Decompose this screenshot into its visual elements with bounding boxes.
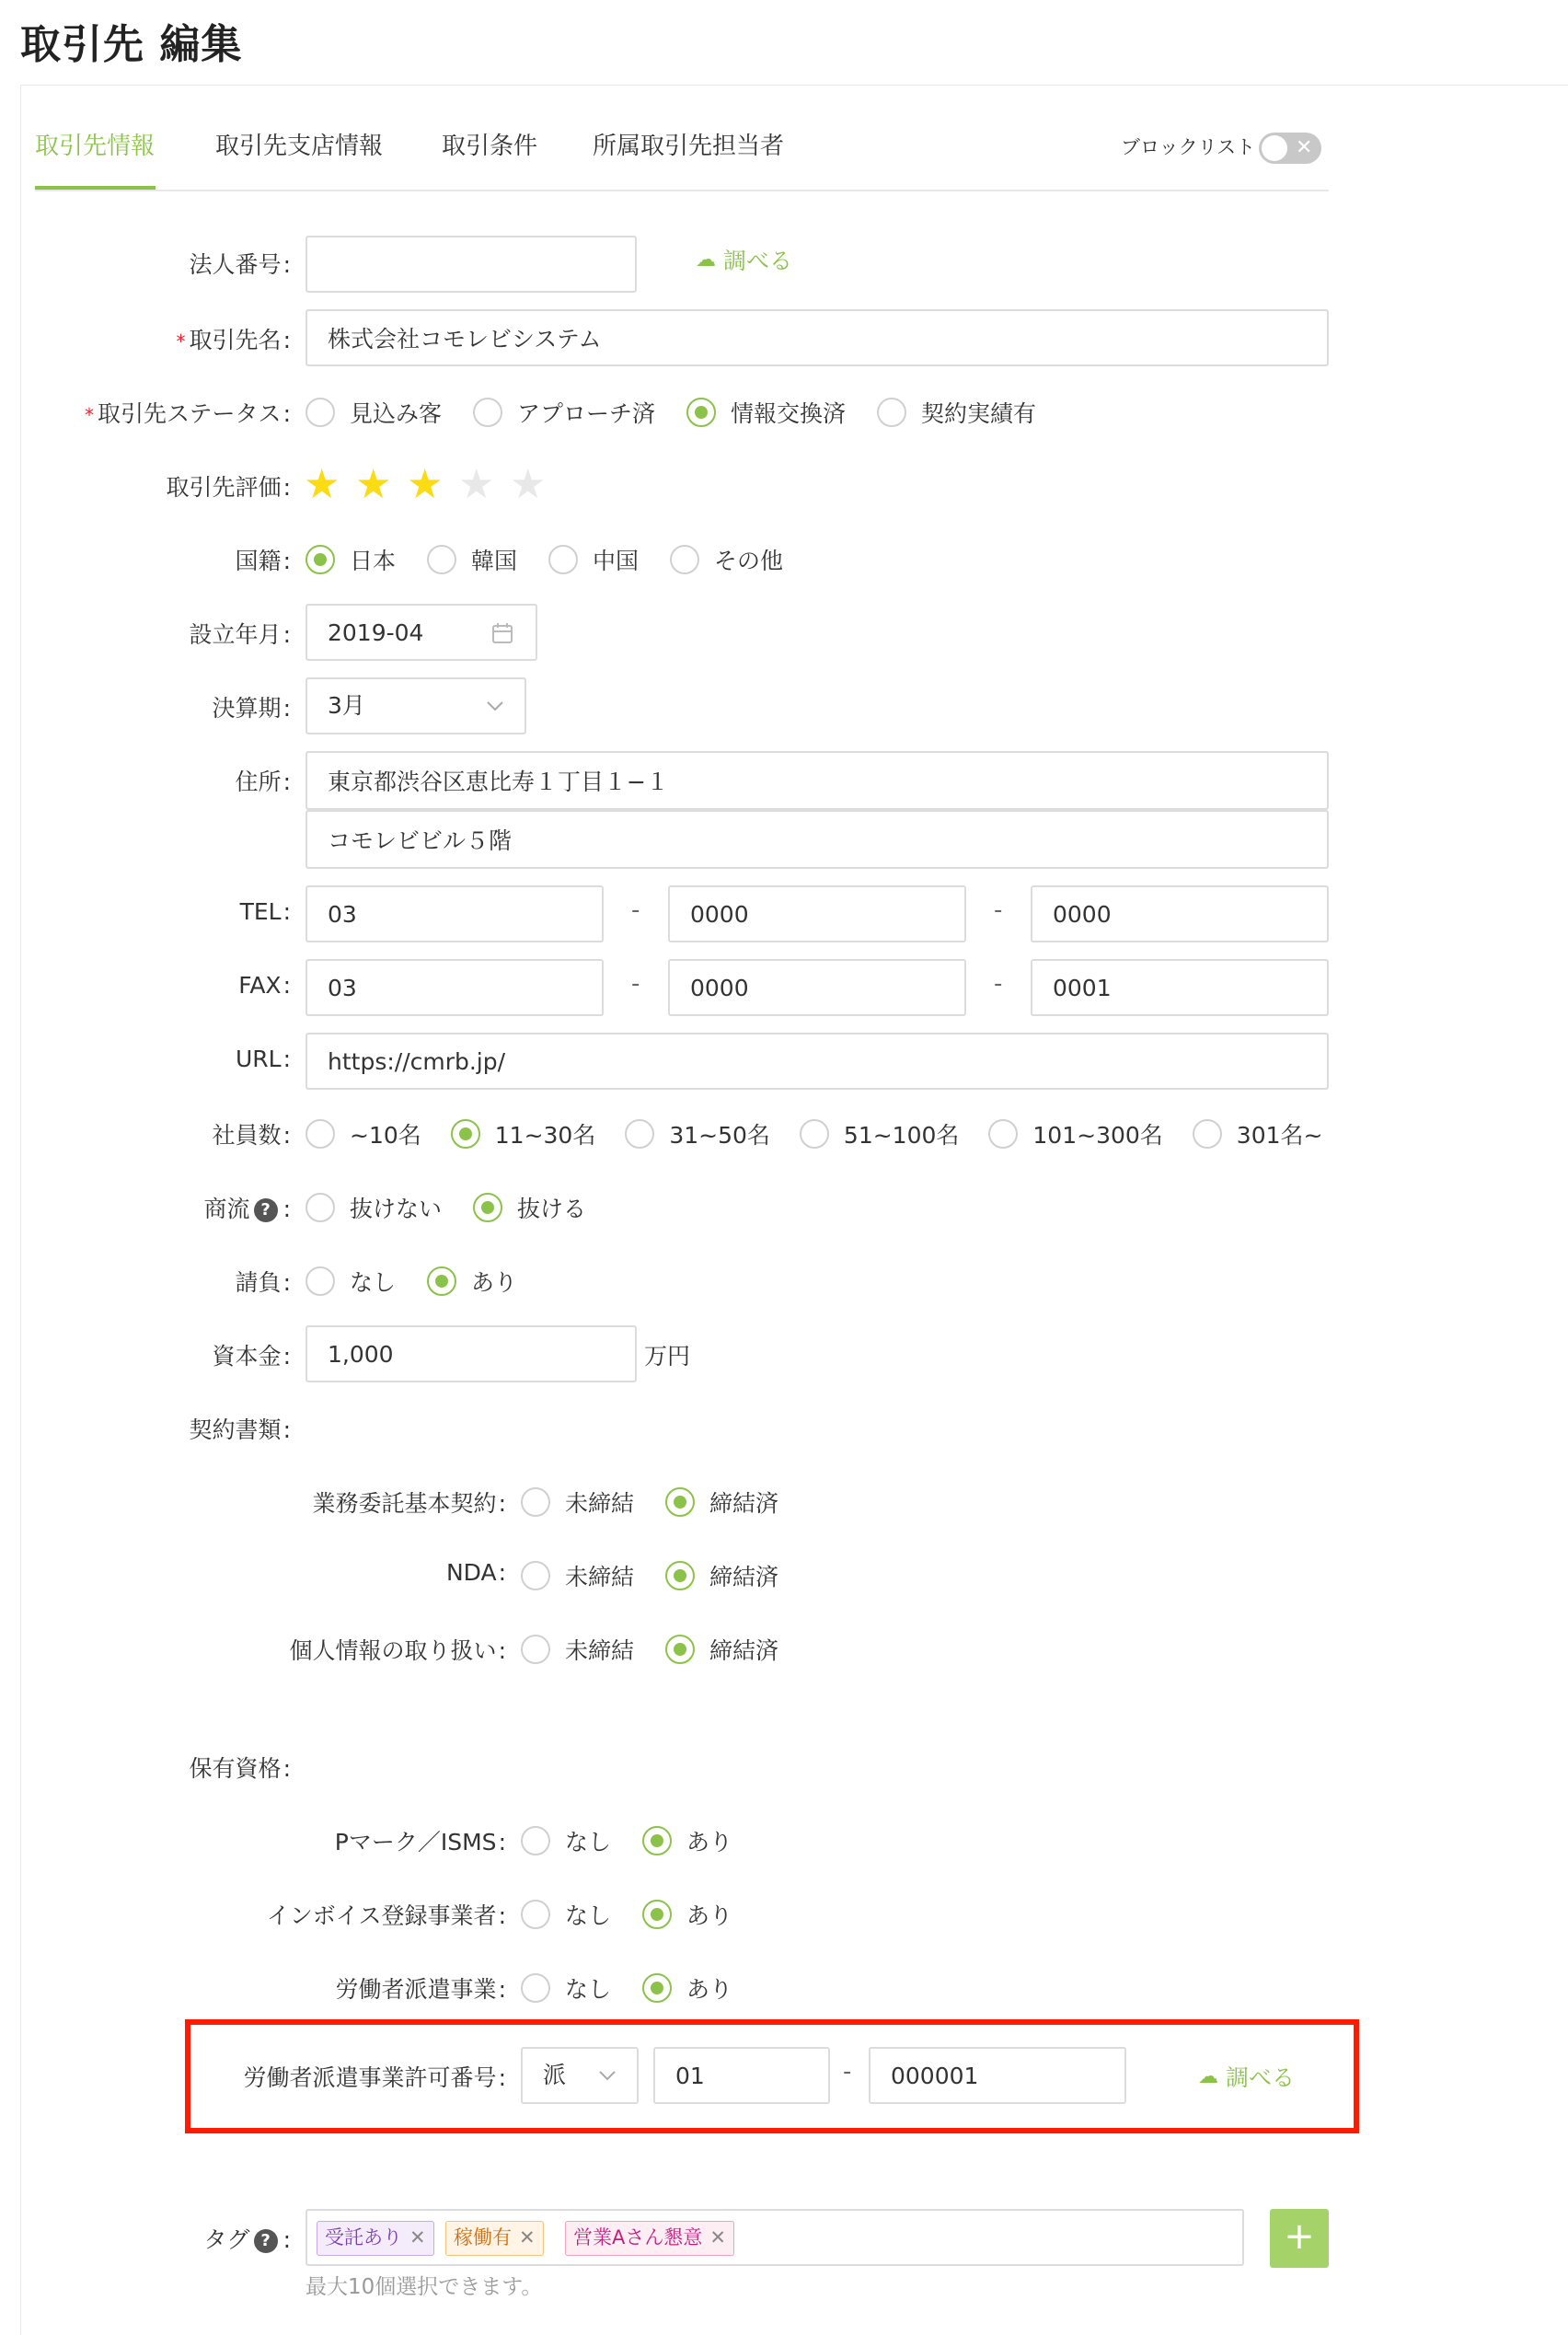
radio-icon — [521, 1561, 550, 1590]
tab-branch-info[interactable]: 取引先支店情報 — [215, 133, 384, 160]
business-contract-option-unsigned[interactable]: 未締結 — [521, 1485, 634, 1519]
tag-chip: 受託あり ✕ — [317, 2221, 434, 2256]
radio-icon — [800, 1119, 829, 1149]
contracting-radio-group — [306, 1265, 517, 1298]
qualifications-label: 保有資格: — [189, 1755, 291, 1782]
radio-icon — [548, 545, 578, 574]
nationality-radio-group — [306, 543, 783, 576]
rating-label: 取引先評価: — [166, 474, 291, 501]
toggle-knob — [1262, 135, 1287, 161]
nationality-option-korea[interactable]: 韓国 — [427, 543, 517, 576]
radio-icon — [670, 545, 699, 574]
star-empty-icon[interactable]: ★ — [510, 461, 547, 508]
nationality-option-china[interactable]: 中国 — [548, 543, 639, 576]
dispatch-permit-lookup-button[interactable]: ☁ 調べる — [1198, 2064, 1296, 2091]
invoice-option-yes[interactable]: あり — [642, 1898, 732, 1931]
status-label: * 取引先ステータス: — [85, 400, 291, 427]
fax-separator: - — [994, 970, 1003, 998]
capital-input[interactable] — [306, 1325, 637, 1382]
business-contract-option-signed[interactable]: 締結済 — [665, 1485, 778, 1519]
address-label: 住所: — [235, 769, 291, 795]
privacy-radio-group — [521, 1633, 778, 1666]
corp-number-label: 法人番号: — [189, 251, 291, 278]
nationality-option-japan[interactable]: 日本 — [306, 543, 396, 576]
radio-selected-icon — [451, 1119, 480, 1149]
invoice-option-no[interactable]: なし — [521, 1898, 611, 1931]
founded-label: 設立年月: — [189, 621, 291, 648]
dispatch-radio-group — [521, 1971, 732, 2005]
close-icon[interactable]: ✕ — [409, 2226, 426, 2248]
radio-icon — [427, 545, 456, 574]
star-empty-icon[interactable]: ★ — [458, 461, 495, 508]
cloud-icon: ☁ — [696, 248, 716, 272]
radio-icon — [988, 1119, 1018, 1149]
radio-icon — [306, 1119, 335, 1149]
employees-option-2[interactable]: 11~30名 — [451, 1117, 596, 1150]
radio-selected-icon — [665, 1635, 695, 1664]
pmark-label: Pマーク／ISMS: — [334, 1829, 506, 1855]
invoice-radio-group — [521, 1898, 732, 1931]
tel-separator: - — [994, 896, 1003, 924]
dispatch-option-no[interactable]: なし — [521, 1971, 611, 2005]
privacy-option-signed[interactable]: 締結済 — [665, 1633, 778, 1666]
invoice-label: インボイス登録事業者: — [266, 1902, 506, 1929]
employees-radio-group — [306, 1117, 1322, 1150]
tab-trade-terms[interactable]: 取引条件 — [442, 133, 538, 160]
commercial-flow-option-no[interactable]: 抜けない — [306, 1191, 442, 1224]
employees-label: 社員数: — [212, 1122, 291, 1149]
tag-select[interactable] — [306, 2209, 1244, 2266]
tel-part3-input[interactable] — [1031, 885, 1329, 942]
nationality-label: 国籍: — [235, 548, 291, 574]
client-name-label: * 取引先名: — [176, 327, 291, 353]
radio-icon — [306, 1266, 335, 1296]
star-filled-icon[interactable]: ★ — [407, 461, 444, 508]
dispatch-permit-prefix-select[interactable]: 派 — [521, 2047, 639, 2104]
active-tab-indicator — [35, 186, 156, 190]
contracting-option-no[interactable]: なし — [306, 1265, 396, 1298]
radio-icon — [1193, 1119, 1222, 1149]
tag-chip: 営業Aさん懇意 ✕ — [565, 2221, 734, 2256]
commercial-flow-radio-group — [306, 1191, 586, 1224]
chevron-down-icon — [598, 2069, 617, 2082]
address-line1-input[interactable] — [306, 751, 1329, 810]
employees-option-4[interactable]: 51~100名 — [800, 1117, 959, 1150]
tags-hint: 最大10個選択できます。 — [306, 2275, 543, 2299]
tel-separator: - — [631, 896, 640, 924]
fax-label: FAX: — [238, 972, 291, 999]
employees-option-5[interactable]: 101~300名 — [988, 1117, 1162, 1150]
radio-selected-icon — [686, 398, 716, 427]
fiscal-label: 決算期: — [212, 695, 291, 722]
radio-icon — [521, 1826, 550, 1855]
close-icon[interactable]: ✕ — [709, 2226, 726, 2248]
url-label: URL: — [235, 1046, 291, 1072]
tel-label: TEL: — [239, 898, 291, 925]
contracting-option-yes[interactable]: あり — [427, 1265, 517, 1298]
tab-contacts[interactable]: 所属取引先担当者 — [593, 133, 785, 160]
status-option-approached[interactable]: アプローチ済 — [473, 396, 655, 429]
fiscal-select[interactable]: 3月 — [306, 677, 526, 734]
dispatch-option-yes[interactable]: あり — [642, 1971, 732, 2005]
radio-icon — [521, 1900, 550, 1929]
commercial-flow-label: 商流 ? : — [203, 1196, 291, 1222]
privacy-label: 個人情報の取り扱い: — [289, 1637, 506, 1664]
radio-selected-icon — [642, 1973, 672, 2003]
blocklist-label: ブロックリスト — [1121, 136, 1256, 158]
chevron-down-icon — [486, 699, 504, 712]
dispatch-permit-label: 労働者派遣事業許可番号: — [243, 2064, 506, 2091]
corp-number-lookup-button[interactable]: ☁ 調べる — [696, 248, 793, 274]
radio-icon — [473, 398, 502, 427]
capital-unit: 万円 — [644, 1343, 691, 1370]
pmark-radio-group — [521, 1824, 732, 1857]
corp-number-input[interactable] — [306, 236, 637, 293]
tel-part1-input[interactable] — [306, 885, 604, 942]
tel-part2-input[interactable] — [668, 885, 966, 942]
business-contract-radio-group — [521, 1485, 778, 1519]
status-option-prospect[interactable]: 見込み客 — [306, 396, 442, 429]
address-line2-input[interactable] — [306, 810, 1329, 869]
commercial-flow-option-yes[interactable]: 抜ける — [473, 1191, 586, 1224]
nda-radio-group — [521, 1559, 778, 1592]
pmark-option-no[interactable]: なし — [521, 1824, 611, 1857]
dispatch-label: 労働者派遣事業: — [335, 1976, 506, 2003]
cloud-icon: ☁ — [1198, 2064, 1218, 2088]
radio-icon — [877, 398, 906, 427]
fax-part2-input[interactable] — [668, 959, 966, 1016]
employees-option-3[interactable]: 31~50名 — [625, 1117, 770, 1150]
radio-selected-icon — [642, 1900, 672, 1929]
tag-chip: 稼働有 ✕ — [445, 2221, 544, 2256]
blocklist-toggle[interactable] — [1259, 133, 1321, 164]
url-input[interactable] — [306, 1033, 1329, 1090]
help-icon[interactable]: ? — [254, 2229, 278, 2253]
star-filled-icon[interactable]: ★ — [304, 461, 340, 508]
radio-icon — [521, 1973, 550, 2003]
privacy-option-unsigned[interactable]: 未締結 — [521, 1633, 634, 1666]
status-radio-group — [306, 396, 1036, 429]
nda-option-signed[interactable]: 締結済 — [665, 1559, 778, 1592]
help-icon[interactable]: ? — [254, 1198, 278, 1222]
radio-selected-icon — [642, 1826, 672, 1855]
tab-client-info[interactable]: 取引先情報 — [35, 133, 156, 160]
permit-separator: - — [843, 2058, 852, 2086]
dispatch-permit-part2-input[interactable] — [869, 2047, 1126, 2104]
client-name-input[interactable] — [306, 309, 1329, 366]
pmark-option-yes[interactable]: あり — [642, 1824, 732, 1857]
close-icon[interactable]: ✕ — [519, 2226, 536, 2248]
tags-label: タグ ? : — [203, 2226, 291, 2253]
fax-part3-input[interactable] — [1031, 959, 1329, 1016]
status-option-exchanged[interactable]: 情報交換済 — [686, 396, 846, 429]
radio-icon — [521, 1487, 550, 1517]
radio-selected-icon — [473, 1193, 502, 1222]
radio-icon — [625, 1119, 654, 1149]
status-option-contracted[interactable]: 契約実績有 — [877, 396, 1036, 429]
calendar-icon[interactable] — [491, 622, 513, 644]
page-title: 取引先 編集 — [20, 21, 243, 68]
business-contract-label: 業務委託基本契約: — [312, 1490, 506, 1517]
dispatch-permit-part1-input[interactable] — [653, 2047, 830, 2104]
radio-selected-icon — [427, 1266, 456, 1296]
employees-option-6[interactable]: 301名~ — [1193, 1117, 1323, 1150]
radio-selected-icon — [665, 1487, 695, 1517]
capital-label: 資本金: — [212, 1343, 291, 1370]
nda-label: NDA: — [445, 1559, 506, 1586]
radio-icon — [306, 1193, 335, 1222]
radio-selected-icon — [665, 1561, 695, 1590]
star-filled-icon[interactable]: ★ — [355, 461, 392, 508]
employees-option-1[interactable]: ~10名 — [306, 1117, 421, 1150]
radio-icon — [521, 1635, 550, 1664]
contract-docs-label: 契約書類: — [189, 1416, 291, 1443]
nda-option-unsigned[interactable]: 未締結 — [521, 1559, 634, 1592]
add-tag-button[interactable]: + — [1270, 2209, 1329, 2268]
toggle-off-icon: ✕ — [1296, 136, 1313, 159]
fax-separator: - — [631, 970, 640, 998]
fax-part1-input[interactable] — [306, 959, 604, 1016]
radio-selected-icon — [306, 545, 335, 574]
radio-icon — [306, 398, 335, 427]
nationality-option-other[interactable]: その他 — [670, 543, 783, 576]
contracting-label: 請負: — [235, 1269, 291, 1296]
